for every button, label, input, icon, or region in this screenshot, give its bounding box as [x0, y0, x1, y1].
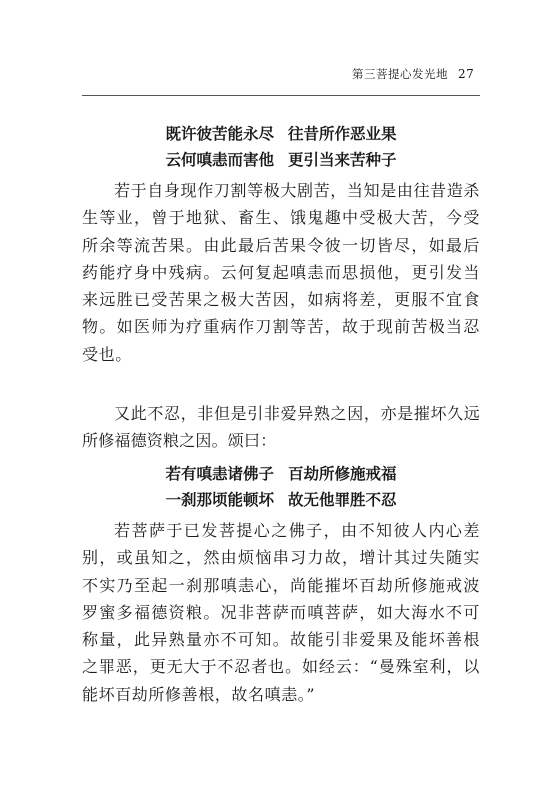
body-paragraph-2: 又此不忍，非但是引非爱异熟之因，亦是摧坏久远所修福德资粮之因。颂曰：	[82, 404, 480, 451]
body-paragraph-1: 若于自身现作刀割等极大剧苦，当知是由往昔造杀生等业，曾于地狱、畜生、饿鬼趣中受极大苦，今受所余等流苦果。由此最后苦果令彼一切皆尽，如最后药能疗身中残病。云何复起嗔恚而思损他，更引发当来远胜已受苦果之极大苦因，如病将差，更服不宜食物。如医师为疗重病作刀割等苦，故于现前苦极当忍受也。	[82, 181, 480, 364]
verse-block-1	[82, 121, 480, 173]
header-rule	[82, 95, 480, 96]
verse-phrase: 往昔所作恶业果	[288, 125, 397, 143]
verse-phrase: 一刹那顷能顿坏	[165, 491, 274, 509]
chapter-title: 第三菩提心发光地	[352, 67, 448, 81]
verse-line	[82, 121, 480, 147]
verse-phrase: 既许彼苦能永尽	[165, 125, 274, 143]
verse-phrase: 百劫所修施戒福	[288, 465, 397, 483]
page-number: 27	[458, 67, 475, 81]
running-head	[352, 66, 502, 84]
verse-line	[82, 147, 480, 173]
verse-line	[82, 487, 480, 513]
verse-phrase: 若有嗔恚诸佛子	[165, 465, 274, 483]
verse-line	[82, 461, 480, 487]
verse-block-2	[82, 461, 480, 513]
verse-phrase: 故无他罪胜不忍	[288, 491, 397, 509]
verse-phrase: 更引当来苦种子	[288, 151, 397, 169]
body-paragraph-3: 若菩萨于已发菩提心之佛子，由不知彼人内心差别，或虽知之，然由烦恼串习力故，增计其过失随实不实乃至起一刹那嗔恚心，尚能摧坏百劫所修施戒波罗蜜多福德资粮。况非菩萨而嗔菩萨，如大海水不可称量，此异熟量亦不可知。故能引非爱果及能坏善根之罪恶，更无大于不忍者也。如经云：“曼殊室利，以能坏百劫所修善根，故名嗔恚。”	[82, 521, 480, 704]
verse-phrase: 云何嗔恚而害他	[165, 151, 274, 169]
